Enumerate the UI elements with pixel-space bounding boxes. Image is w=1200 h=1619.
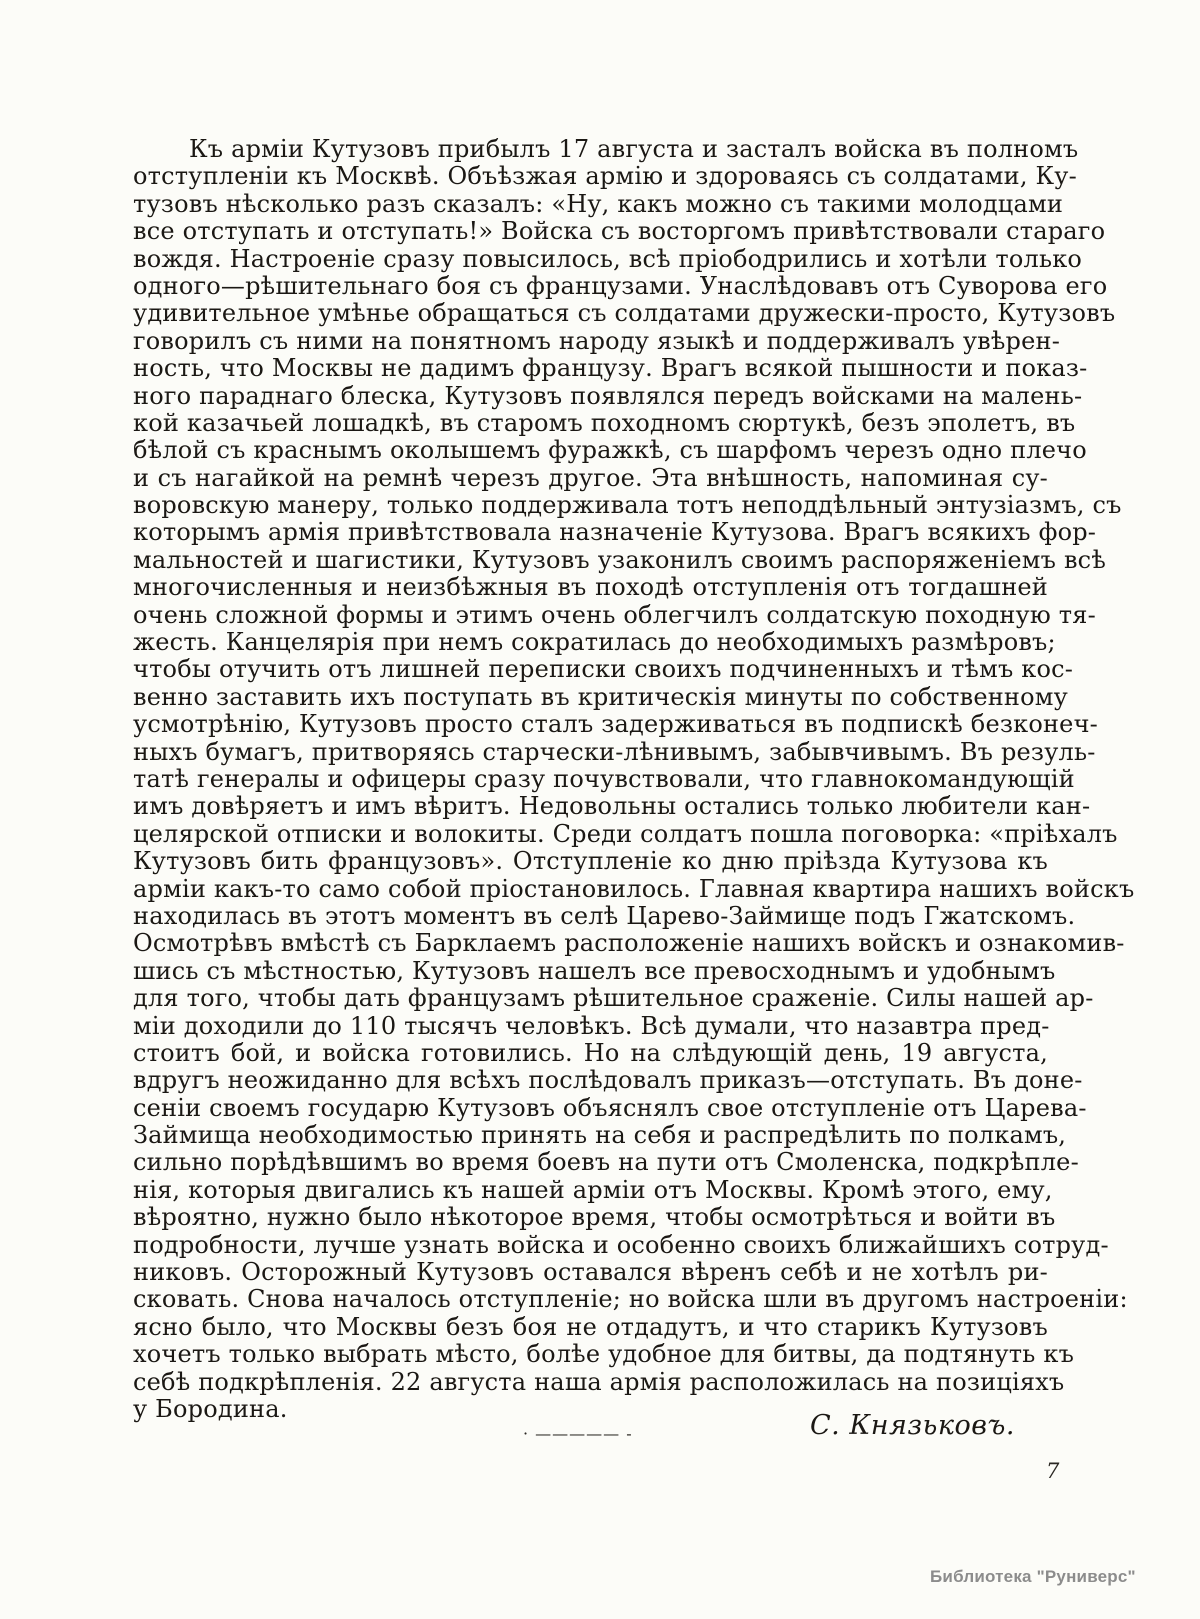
- text-line: многочисленныя и неизбѣжныя въ походѣ отступленія отъ тогдашней: [133, 573, 1048, 602]
- page-number: 7: [1046, 1459, 1060, 1483]
- text-line: усмотрѣнію, Кутузовъ просто сталъ задерживаться въ подпискѣ безконеч-: [133, 710, 1098, 739]
- text-line: одного—рѣшительнаго боя съ французами. Унаслѣдовавъ отъ Суворова его: [133, 271, 1108, 300]
- text-line: отступленіи къ Москвѣ. Объѣзжая армію и здороваясь съ солдатами, Ку-: [133, 162, 1077, 191]
- text-line: говорилъ съ ними на понятномъ народу языкѣ и поддерживалъ увѣрен-: [133, 326, 1061, 355]
- section-separator: · ————— -: [523, 1424, 633, 1443]
- text-line: целярской отписки и волокиты. Среди солдатъ пошла поговорка: «пріѣхалъ: [133, 819, 1118, 848]
- text-line: находилась въ этотъ моментъ въ селѣ Царево-Займище подъ Гжатскомъ.: [133, 901, 1076, 930]
- text-line: ныхъ бумагъ, притворяясь старчески-лѣнивымъ, забывчивымъ. Въ резуль-: [133, 737, 1096, 766]
- text-line: никовъ. Осторожный Кутузовъ оставался вѣренъ себѣ и не хотѣлъ ри-: [133, 1258, 1048, 1287]
- text-line: вождя. Настроеніе сразу повысилось, всѣ пріободрились и хотѣли только: [133, 244, 1083, 273]
- text-line: все отступать и отступать!» Войска съ восторгомъ привѣтствовали стараго: [133, 217, 1106, 246]
- text-line: имъ довѣряетъ и имъ вѣритъ. Недовольны остались только любители кан-: [133, 792, 1091, 821]
- text-line: и съ нагайкой на ремнѣ черезъ другое. Эта внѣшность, напоминая су-: [133, 463, 1048, 492]
- text-line: вдругъ неожиданно для всѣхъ послѣдовалъ приказъ—отступать. Въ доне-: [133, 1066, 1083, 1095]
- text-line: стоитъ бой, и войска готовились. Но на слѣдующій день, 19 августа,: [133, 1038, 1048, 1067]
- text-line: венно заставить ихъ поступать въ критическія минуты по собственному: [133, 682, 1068, 711]
- text-line: Осмотрѣвъ вмѣстѣ съ Барклаемъ расположеніе нашихъ войскъ и ознакомив-: [133, 929, 1125, 958]
- author-signature: С. Князьковъ.: [810, 1410, 1015, 1441]
- text-line: Кутузовъ бить французовъ». Отступленіе ко дню пріѣзда Кутузова къ: [133, 847, 1048, 876]
- text-line: ного параднаго блеска, Кутузовъ появлялся передъ войсками на малень-: [133, 381, 1083, 410]
- text-line: міи доходили до 110 тысячъ человѣкъ. Всѣ думали, что назавтра пред-: [133, 1011, 1050, 1040]
- text-line: чтобы отучить отъ лишней переписки своихъ подчиненныхъ и тѣмъ кос-: [133, 655, 1074, 684]
- text-line: татѣ генералы и офицеры сразу почувствовали, что главнокомандующій: [133, 764, 1075, 793]
- text-line: очень сложной формы и этимъ очень облегчилъ солдатскую походную тя-: [133, 600, 1096, 629]
- text-line: у Бородина.: [133, 1394, 288, 1423]
- text-line: нія, которыя двигались къ нашей арміи отъ Москвы. Кромѣ этого, ему,: [133, 1175, 1053, 1204]
- body-text: [133, 135, 1135, 1423]
- text-line: Къ арміи Кутузовъ прибылъ 17 августа и засталъ войска въ полномъ: [189, 135, 1079, 163]
- text-line: шись съ мѣстностью, Кутузовъ нашелъ все превосходнымъ и удобнымъ: [133, 956, 1056, 985]
- text-line: сеніи своемъ государю Кутузовъ объяснялъ свое отступленіе отъ Царева-: [133, 1093, 1087, 1122]
- text-line: которымъ армія привѣтствовала назначеніе Кутузова. Врагъ всякихъ фор-: [133, 518, 1097, 547]
- text-line: сильно порѣдѣвшимъ во время боевъ на пути отъ Смоленска, подкрѣпле-: [133, 1148, 1079, 1177]
- text-line: ясно было, что Москвы безъ боя не отдадутъ, и что старикъ Кутузовъ: [133, 1312, 1048, 1341]
- library-watermark: Библиотека "Руниверс": [930, 1567, 1136, 1586]
- text-line: себѣ подкрѣпленія. 22 августа наша армія расположилась на позиціяхъ: [133, 1367, 1065, 1396]
- text-line: сковать. Снова началось отступленіе; но войска шли въ другомъ настроеніи:: [133, 1285, 1128, 1314]
- text-line: вѣроятно, нужно было нѣкоторое время, чтобы осмотрѣться и войти въ: [133, 1203, 1056, 1232]
- text-line: ность, что Москвы не дадимъ французу. Врагъ всякой пышности и показ-: [133, 354, 1088, 383]
- text-line: бѣлой съ краснымъ околышемъ фуражкѣ, съ шарфомъ черезъ одно плечо: [133, 436, 1087, 465]
- text-line: тузовъ нѣсколько разъ сказалъ: «Ну, какъ можно съ такими молодцами: [133, 189, 1064, 218]
- text-line: для того, чтобы дать французамъ рѣшительное сраженіе. Силы нашей ар-: [133, 984, 1094, 1013]
- text-line: мальностей и шагистики, Кутузовъ узаконилъ своимъ распоряженіемъ всѣ: [133, 545, 1106, 574]
- text-line: жесть. Канцелярія при немъ сократилась до необходимыхъ размѣровъ;: [133, 628, 1056, 657]
- text-line: воровскую манеру, только поддерживала тотъ неподдѣльный энтузіазмъ, съ: [133, 491, 1122, 520]
- text-line: арміи какъ-то само собой пріостановилось. Главная квартира нашихъ войскъ: [133, 874, 1135, 903]
- text-line: подробности, лучше узнать войска и особенно своихъ ближайшихъ сотруд-: [133, 1230, 1109, 1259]
- text-line: хочетъ только выбрать мѣсто, болѣе удобное для битвы, да подтянуть къ: [133, 1340, 1075, 1369]
- text-line: удивительное умѣнье обращаться съ солдатами дружески-просто, Кутузовъ: [133, 299, 1116, 328]
- text-line: кой казачьей лошадкѣ, въ старомъ походномъ сюртукѣ, безъ эполетъ, въ: [133, 408, 1076, 437]
- text-line: Займища необходимостью принять на себя и распредѣлить по полкамъ,: [133, 1121, 1067, 1150]
